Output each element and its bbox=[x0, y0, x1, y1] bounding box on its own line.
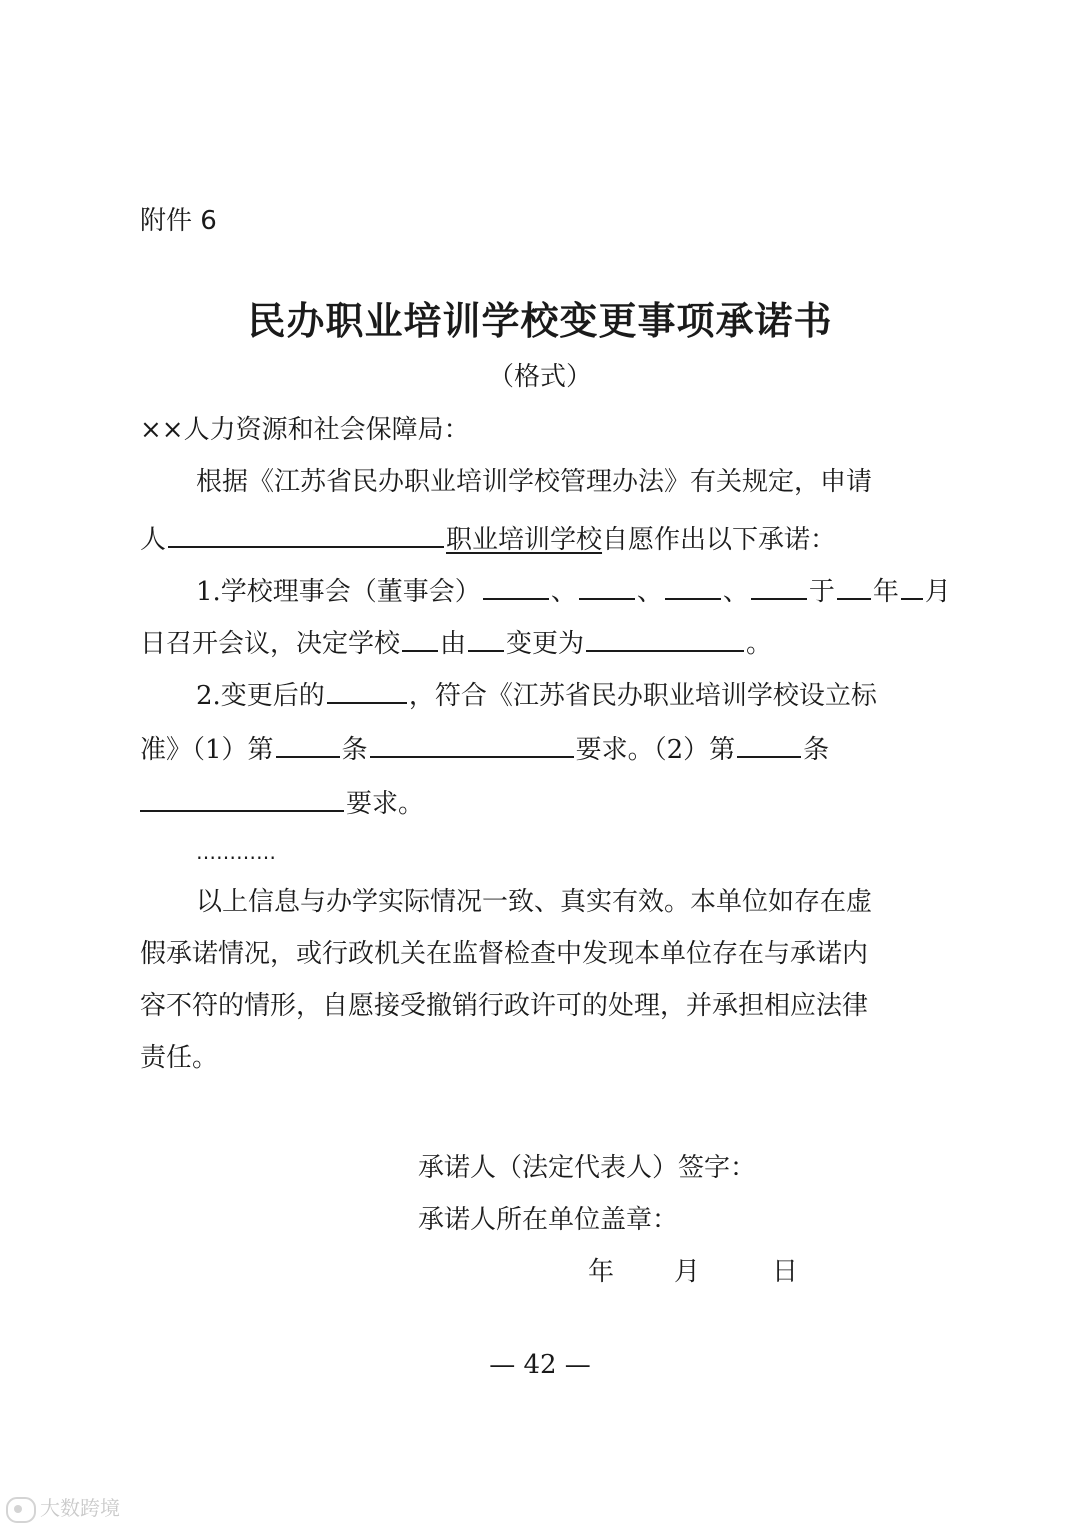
clause-2-content-blank bbox=[140, 784, 344, 812]
item2-line-1 bbox=[196, 676, 877, 712]
yu-text: 于 bbox=[808, 577, 835, 607]
watermark bbox=[6, 1492, 120, 1523]
date-month: 月 bbox=[674, 1257, 701, 1287]
document-title: 民办职业培训学校变更事项承诺书 bbox=[247, 298, 833, 343]
clause-2-number-blank bbox=[737, 730, 801, 758]
item-blank bbox=[402, 624, 438, 652]
closing-line-3: 容不符的情形，自愿接受撤销行政许可的处理，并承担相应法律 bbox=[140, 991, 869, 1021]
separator: 、 bbox=[636, 577, 663, 607]
closing-line-4: 责任。 bbox=[140, 1043, 219, 1073]
month-text: 月 bbox=[924, 577, 951, 607]
item1-line-2 bbox=[140, 624, 772, 660]
closing-line-1: 以上信息与办学实际情况一致、真实有效。本单位如存在虚 bbox=[196, 887, 873, 917]
applicant-blank bbox=[168, 520, 444, 548]
watermark-logo-icon bbox=[6, 1497, 36, 1523]
to-blank bbox=[586, 624, 744, 652]
ellipsis: ………… bbox=[196, 840, 276, 864]
member-blank-4 bbox=[751, 572, 807, 600]
clause-1-number-blank bbox=[276, 730, 340, 758]
clause-1-content-blank bbox=[370, 730, 574, 758]
you-text: 由 bbox=[440, 629, 467, 659]
from-blank bbox=[468, 624, 504, 652]
month-blank bbox=[901, 572, 923, 600]
intro-suffix: 自愿作出以下承诺： bbox=[602, 525, 837, 555]
member-blank-3 bbox=[665, 572, 721, 600]
intro-prefix: 人 bbox=[140, 525, 167, 555]
item1-day-text: 日召开会议，决定学校 bbox=[140, 629, 401, 659]
item2-standard-text: ，符合《江苏省民办职业培训学校设立标 bbox=[408, 681, 877, 711]
page-number: — 42 — bbox=[489, 1350, 591, 1380]
item2-clause-1-text: 准》（1）第 bbox=[140, 735, 274, 765]
document-subtitle: （格式） bbox=[487, 362, 592, 392]
intro-line-1: 根据《江苏省民办职业培训学校管理办法》有关规定，申请 bbox=[196, 467, 873, 497]
changed-item-blank bbox=[327, 676, 407, 704]
attachment-label: 附件 6 bbox=[140, 206, 217, 236]
year-blank bbox=[837, 572, 871, 600]
tiao-text: 条 bbox=[341, 735, 368, 765]
school-type: 职业培训学校 bbox=[446, 525, 603, 555]
date-day: 日 bbox=[772, 1257, 799, 1287]
date-year: 年 bbox=[588, 1257, 615, 1287]
period: 。 bbox=[746, 629, 773, 659]
item1-label: 1.学校理事会（董事会） bbox=[196, 577, 481, 607]
item2-line-3 bbox=[140, 784, 424, 820]
member-blank-2 bbox=[579, 572, 635, 600]
item2-label: 2.变更后的 bbox=[196, 681, 325, 711]
addressee: ××人力资源和社会保障局： bbox=[140, 415, 470, 445]
requirement-text: 要求。 bbox=[346, 789, 425, 819]
year-text: 年 bbox=[872, 577, 899, 607]
watermark-text: 大数跨境 bbox=[40, 1496, 120, 1520]
change-text: 变更为 bbox=[506, 629, 585, 659]
item2-line-2 bbox=[140, 730, 829, 766]
separator: 、 bbox=[722, 577, 749, 607]
item2-clause-2-text: 要求。（2）第 bbox=[575, 735, 736, 765]
member-blank-1 bbox=[483, 572, 549, 600]
closing-line-2: 假承诺情况，或行政机关在监督检查中发现本单位存在与承诺内 bbox=[140, 939, 869, 969]
signature-label: 承诺人（法定代表人）签字： bbox=[418, 1153, 757, 1183]
separator: 、 bbox=[550, 577, 577, 607]
intro-line-2 bbox=[140, 520, 836, 556]
item1-line-1 bbox=[196, 572, 951, 608]
tiao-text-2: 条 bbox=[803, 735, 830, 765]
seal-label: 承诺人所在单位盖章： bbox=[418, 1205, 679, 1235]
